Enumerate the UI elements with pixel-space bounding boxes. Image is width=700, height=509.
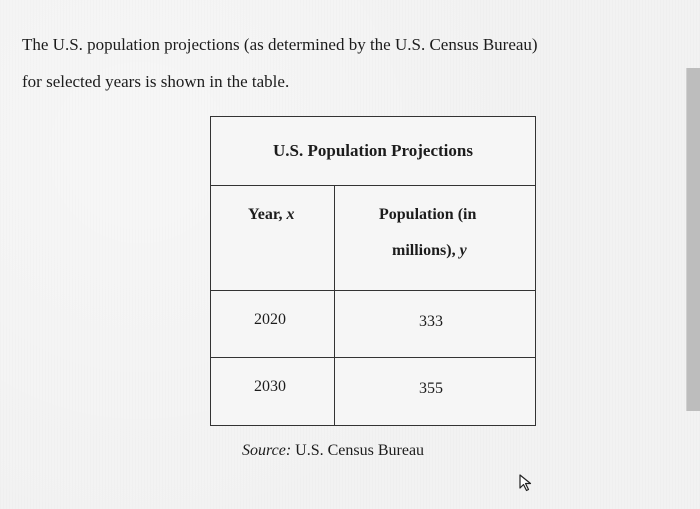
population-value: 355 (419, 380, 443, 397)
population-table (210, 116, 536, 426)
population-header-line-1: Population (in (379, 206, 477, 223)
cell-year (211, 291, 335, 357)
source-label: Source: (242, 442, 292, 459)
cell-population (335, 291, 535, 357)
year-value: 2030 (254, 378, 286, 395)
population-header-units: millions), (392, 242, 456, 259)
table-row (211, 291, 535, 358)
scrollbar[interactable] (686, 68, 700, 411)
population-header-variable: y (459, 242, 467, 259)
population-value: 333 (419, 313, 443, 330)
header-cell-population (335, 186, 535, 290)
population-header-line-2 (392, 242, 467, 260)
table-row (211, 358, 535, 425)
table-header-row (211, 186, 535, 291)
mouse-pointer-icon (518, 474, 534, 492)
table-title: U.S. Population Projections (211, 117, 535, 186)
header-cell-year (211, 186, 335, 290)
year-header-variable: x (286, 206, 295, 223)
cell-population (335, 358, 535, 425)
year-header-text (248, 206, 295, 224)
intro-line-2: for selected years is shown in the table. (22, 72, 290, 91)
intro-line-1: The U.S. population projections (as determined by the U.S. Census Bureau) (22, 35, 538, 54)
cell-year (211, 358, 335, 425)
table-source (242, 442, 424, 460)
year-value: 2020 (254, 311, 286, 328)
year-header-label: Year, (248, 206, 283, 223)
source-text: U.S. Census Bureau (295, 442, 425, 459)
intro-text (22, 26, 662, 100)
